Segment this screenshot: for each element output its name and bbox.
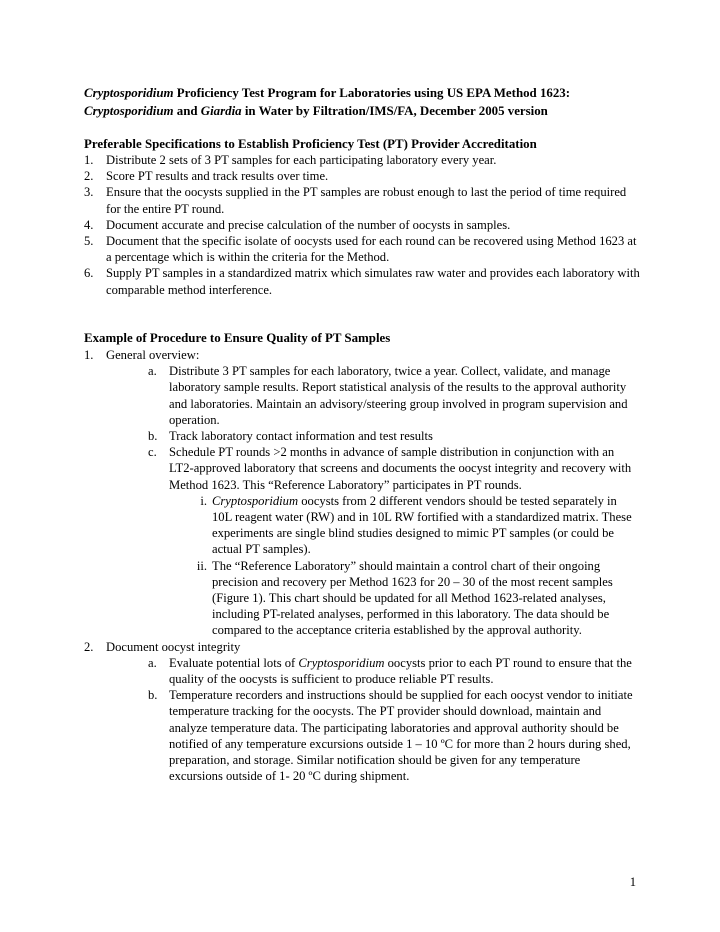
- list-marker: 1.: [84, 153, 94, 167]
- list-text: Document oocyst integrity: [106, 639, 241, 654]
- italic-term: Cryptosporidium: [298, 655, 385, 670]
- list-item: [84, 687, 636, 784]
- list-text: Document accurate and precise calculation of the number of oocysts in samples.: [106, 217, 511, 232]
- list-marker: 5.: [84, 234, 94, 249]
- list-text: Score PT results and track results over time.: [106, 169, 329, 184]
- list-item: [84, 233, 644, 265]
- list-item: [84, 655, 636, 687]
- list-text: Ensure that the oocysts supplied in the PT samples are robust enough to last the period of time required for the entire PT round.: [106, 185, 627, 216]
- list-marker: 3.: [84, 185, 94, 200]
- list-item: [84, 639, 636, 785]
- title-line1: Proficiency Test Program for Laboratories using US EPA Method 1623:: [173, 86, 571, 100]
- list-item: [169, 493, 636, 558]
- section1-heading: Preferable Specifications to Establish Proficiency Test (PT) Provider Accreditation: [84, 137, 537, 151]
- list-item: [84, 168, 644, 184]
- title-organism-2: Cryptosporidium: [84, 103, 174, 118]
- list-text: Supply PT samples in a standardized matrix which simulates raw water and provides each laboratory with comparable method interference.: [106, 266, 640, 297]
- title-giardia: Giardia: [200, 103, 242, 118]
- list-text: General overview:: [106, 348, 200, 362]
- section1-list: [84, 152, 644, 298]
- list-item: [84, 347, 636, 639]
- title-line2: in Water by Filtration/IMS/FA, December 2005 version: [241, 103, 548, 118]
- list-item: [84, 265, 644, 297]
- list-marker: 2.: [84, 169, 94, 184]
- list-text: oocysts prior to each PT round to ensure that the quality of the oocysts is sufficient to produce reliable PT results.: [169, 655, 632, 687]
- list-marker: a.: [148, 364, 157, 379]
- list-text: Temperature recorders and instructions should be supplied for each oocyst vendor to initiate temperature tracking for the oocysts. The PT provider should download, maintain and analyze temperature data. The participating laboratories and approval authority should be notified of any temperature excursions outside 1 – 10 ºC for more than 2 hours during shed, preparation, and storage. Similar notification should be given for any temperature excursions outside of 1- 20 ºC during shipment.: [169, 688, 633, 784]
- list-text: Distribute 3 PT samples for each laboratory, twice a year. Collect, validate, and manage laboratory sample results. Report statistical analysis of the results to the approval authority and laboratories. Maintain an advisory/steering group involved in program supervision and operation.: [169, 364, 628, 427]
- list-marker: 1.: [84, 348, 94, 362]
- list-item: [84, 217, 644, 233]
- list-text: oocysts from 2 different vendors should be tested separately in 10L reagent water (RW) and in 10L RW fortified with a standardized matrix. These experiments are single blind studies designed to mimic PT samples (or could be actual PT samples).: [212, 493, 632, 557]
- document-title: [84, 85, 684, 120]
- page-number: 1: [629, 875, 636, 889]
- list-item: [84, 363, 636, 428]
- title-and: and: [173, 103, 201, 118]
- list-item: [169, 558, 636, 639]
- list-text: Distribute 2 sets of 3 PT samples for each participating laboratory every year.: [106, 153, 497, 167]
- title-organism: Cryptosporidium: [84, 86, 174, 100]
- list-text: The “Reference Laboratory” should maintain a control chart of their ongoing precision and recovery per Method 1623 for 20 – 30 of the most recent samples (Figure 1). This chart should be updated for all Method 1623-related analyses, including PT-related analyses, performed in this laboratory. The data should be compared to the acceptance criteria established by the approval authority.: [212, 558, 613, 638]
- list-marker: ii.: [196, 558, 207, 573]
- list-marker: i.: [200, 493, 207, 508]
- list-marker: b.: [148, 688, 158, 703]
- list-marker: a.: [148, 655, 157, 670]
- italic-term: Cryptosporidium: [212, 493, 299, 508]
- list-marker: c.: [148, 445, 157, 460]
- list-text: Document that the specific isolate of oocysts used for each round can be recovered using Method 1623 at a percentage which is within the criteria for the Method.: [106, 234, 637, 265]
- list-marker: 6.: [84, 266, 94, 281]
- list-marker: 4.: [84, 217, 94, 232]
- list-item: [84, 428, 636, 444]
- section2-heading: Example of Procedure to Ensure Quality of PT Samples: [84, 331, 391, 345]
- section2-list: [84, 347, 636, 784]
- list-marker: 2.: [84, 639, 94, 654]
- list-text: Track laboratory contact information and test results: [169, 429, 433, 444]
- list-marker: b.: [148, 429, 158, 444]
- list-item: [84, 184, 644, 216]
- list-text: Schedule PT rounds >2 months in advance of sample distribution in conjunction with an LT2-approved laboratory that screens and documents the oocyst integrity and recovery with Method 1623. This “Reference Laboratory” participates in PT rounds.: [169, 445, 632, 492]
- list-text: Evaluate potential lots of: [169, 655, 299, 670]
- list-item: [84, 152, 644, 168]
- list-item: [84, 444, 636, 638]
